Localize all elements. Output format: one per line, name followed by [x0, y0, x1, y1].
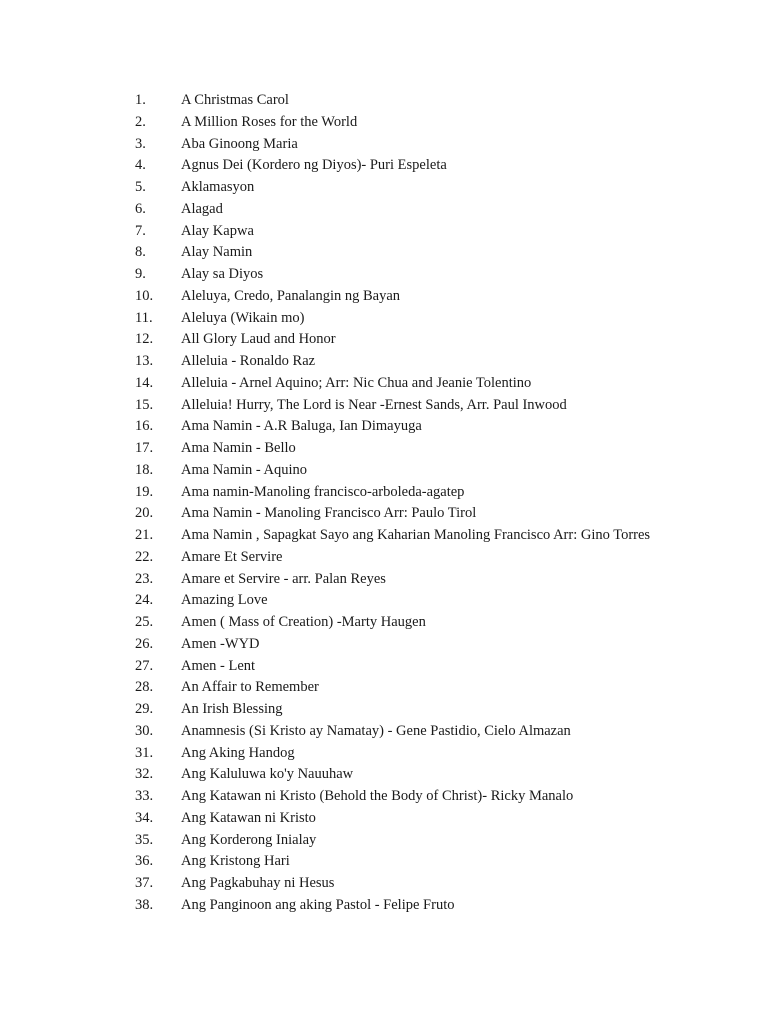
list-item: [0, 90, 768, 112]
song-title: Amazing Love: [181, 592, 268, 609]
item-number: 6.: [135, 200, 146, 217]
item-number: 31.: [135, 744, 154, 761]
list-item: [0, 308, 768, 330]
list-item: [0, 264, 768, 286]
item-number: 22.: [135, 548, 154, 565]
song-title: A Christmas Carol: [181, 92, 289, 108]
list-item: [0, 199, 768, 221]
item-number: 38.: [135, 896, 154, 913]
item-number: 1.: [135, 92, 146, 108]
song-title: Ang Kristong Hari: [181, 853, 290, 870]
list-item: [0, 699, 768, 721]
list-item: [0, 373, 768, 395]
song-title: Alay sa Diyos: [181, 266, 264, 282]
song-title: Ama Namin , Sapagkat Sayo ang Kaharian Manoling Francisco Arr: Gino Torres: [181, 527, 651, 543]
item-number: 7.: [135, 222, 146, 239]
list-item: [0, 351, 768, 373]
song-title: Amen ( Mass of Creation) -Marty Haugen: [181, 614, 426, 630]
list-item: [0, 547, 768, 569]
item-number: 3.: [135, 135, 146, 152]
list-item: [0, 590, 768, 612]
song-title: Amare et Servire - arr. Palan Reyes: [181, 570, 386, 587]
song-title: Ang Korderong Inialay: [181, 831, 317, 848]
song-title: Alleluia - Ronaldo Raz: [181, 353, 316, 369]
song-title: Aleluya, Credo, Panalangin ng Bayan: [181, 287, 401, 304]
song-title: Alagad: [181, 200, 223, 217]
song-title: Ang Panginoon ang aking Pastol - Felipe Fruto: [181, 896, 455, 913]
item-number: 9.: [135, 266, 146, 282]
song-title: Alay Namin: [181, 244, 253, 261]
list-item: [0, 612, 768, 634]
song-title: A Million Roses for the World: [181, 113, 358, 130]
list-item: [0, 134, 768, 156]
song-title: Alay Kapwa: [181, 222, 254, 239]
item-number: 12.: [135, 331, 154, 348]
list-item: [0, 416, 768, 438]
list-item: [0, 743, 768, 765]
list-item: [0, 177, 768, 199]
list-item: [0, 112, 768, 134]
song-title: Amare Et Servire: [181, 548, 283, 565]
list-item: [0, 286, 768, 308]
song-title: Aklamasyon: [181, 179, 255, 195]
song-title: An Affair to Remember: [181, 679, 319, 696]
list-item: [0, 873, 768, 895]
song-title: Aba Ginoong Maria: [181, 135, 298, 152]
item-number: 32.: [135, 766, 154, 783]
item-number: 27.: [135, 657, 154, 674]
song-title: Ang Katawan ni Kristo (Behold the Body of Christ)- Ricky Manalo: [181, 788, 574, 804]
item-number: 26.: [135, 635, 154, 652]
item-number: 25.: [135, 614, 154, 630]
list-item: [0, 155, 768, 177]
item-number: 16.: [135, 418, 154, 435]
song-title: Ama Namin - Bello: [181, 440, 296, 456]
item-number: 2.: [135, 113, 146, 130]
song-title: An Irish Blessing: [181, 701, 283, 717]
item-number: 29.: [135, 701, 154, 717]
song-title: Alleluia! Hurry, The Lord is Near -Ernest Sands, Arr. Paul Inwood: [181, 396, 567, 413]
song-title: Ama namin-Manoling francisco-arboleda-agatep: [181, 483, 465, 500]
list-item: [0, 677, 768, 699]
list-item: [0, 525, 768, 547]
item-number: 35.: [135, 831, 154, 848]
list-item: [0, 895, 768, 917]
song-title: Anamnesis (Si Kristo ay Namatay) - Gene Pastidio, Cielo Almazan: [181, 722, 571, 739]
song-title: Ang Kaluluwa ko'y Nauuhaw: [181, 766, 354, 783]
song-title: Ama Namin - A.R Baluga, Ian Dimayuga: [181, 418, 422, 435]
song-list: [0, 90, 768, 917]
list-item: [0, 656, 768, 678]
song-title: Ama Namin - Manoling Francisco Arr: Paulo Tirol: [181, 505, 477, 522]
song-title: Amen -WYD: [181, 635, 260, 652]
list-item: [0, 569, 768, 591]
list-item: [0, 786, 768, 808]
list-item: [0, 634, 768, 656]
item-number: 15.: [135, 396, 154, 413]
item-number: 10.: [135, 287, 154, 304]
item-number: 19.: [135, 483, 154, 500]
list-item: [0, 721, 768, 743]
item-number: 37.: [135, 875, 154, 891]
song-title: Agnus Dei (Kordero ng Diyos)- Puri Espeleta: [181, 157, 447, 174]
list-item: [0, 764, 768, 786]
item-number: 28.: [135, 679, 154, 696]
list-item: [0, 460, 768, 482]
item-number: 33.: [135, 788, 154, 804]
song-title: Ama Namin - Aquino: [181, 461, 308, 478]
item-number: 23.: [135, 570, 154, 587]
item-number: 11.: [135, 309, 153, 326]
item-number: 34.: [135, 809, 154, 826]
item-number: 21.: [135, 527, 154, 543]
item-number: 36.: [135, 853, 154, 870]
item-number: 8.: [135, 244, 146, 261]
item-number: 24.: [135, 592, 154, 609]
song-title: Ang Pagkabuhay ni Hesus: [181, 875, 335, 891]
item-number: 4.: [135, 157, 146, 174]
list-item: [0, 242, 768, 264]
item-number: 13.: [135, 353, 154, 369]
item-number: 5.: [135, 179, 146, 195]
item-number: 30.: [135, 722, 154, 739]
list-item: [0, 482, 768, 504]
song-title: Ang Aking Handog: [181, 744, 295, 761]
list-item: [0, 329, 768, 351]
list-item: [0, 851, 768, 873]
song-title: Ang Katawan ni Kristo: [181, 809, 316, 826]
item-number: 20.: [135, 505, 154, 522]
item-number: 17.: [135, 440, 154, 456]
list-item: [0, 808, 768, 830]
list-item: [0, 221, 768, 243]
item-number: 18.: [135, 461, 154, 478]
song-title: All Glory Laud and Honor: [181, 331, 336, 348]
list-item: [0, 830, 768, 852]
song-title: Alleluia - Arnel Aquino; Arr: Nic Chua and Jeanie Tolentino: [181, 374, 532, 391]
list-item: [0, 395, 768, 417]
list-item: [0, 438, 768, 460]
item-number: 14.: [135, 374, 154, 391]
song-title: Amen - Lent: [181, 657, 256, 674]
list-item: [0, 503, 768, 525]
song-title: Aleluya (Wikain mo): [181, 309, 305, 326]
